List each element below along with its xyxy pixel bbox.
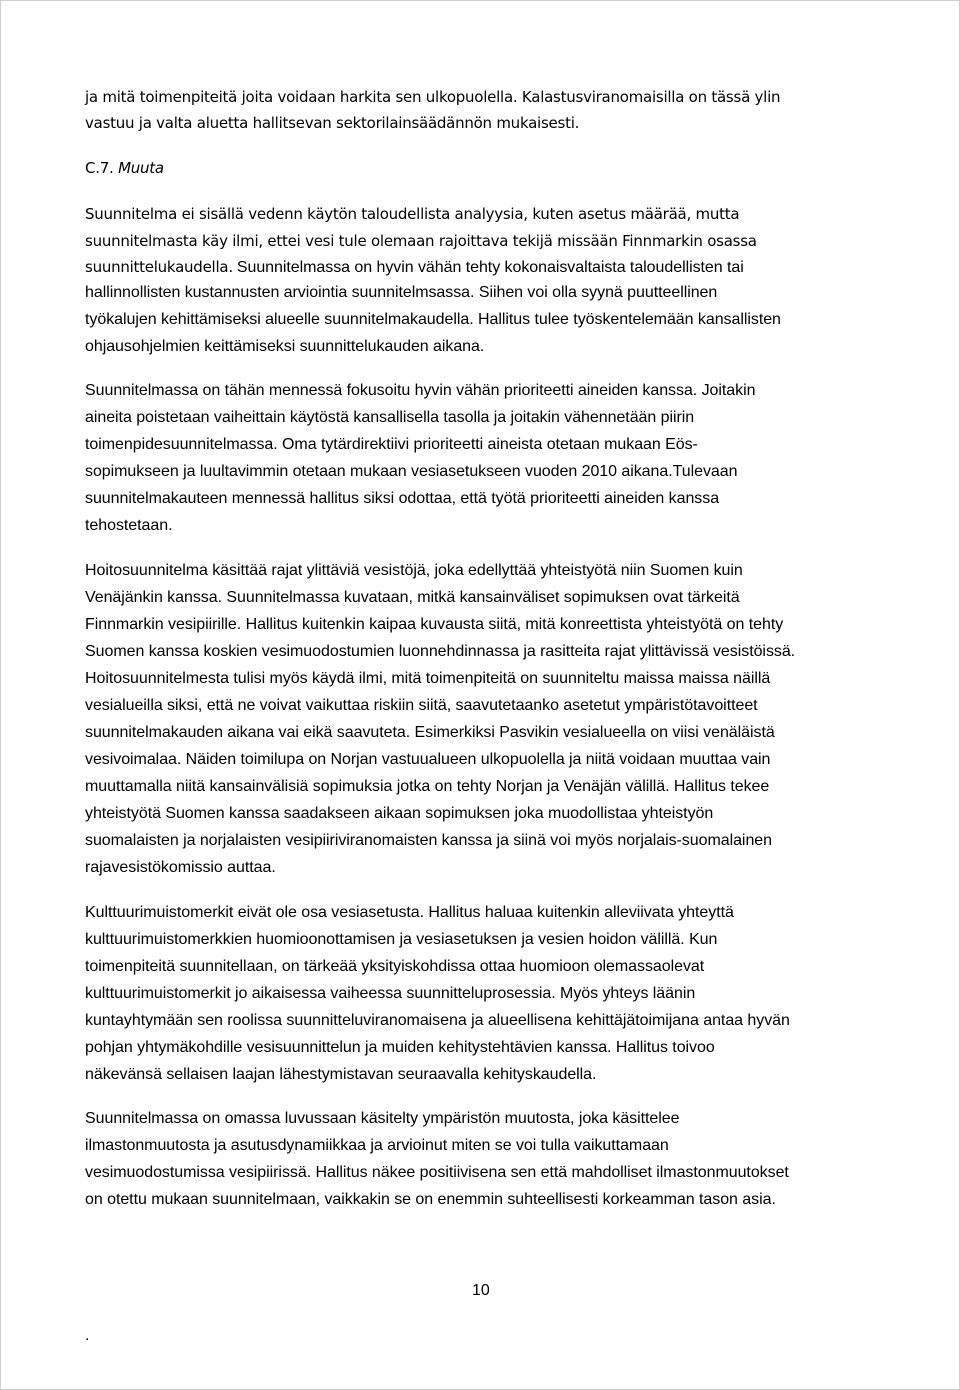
text-line: rajavesistökomissio auttaa. <box>85 859 276 876</box>
text-line: suunnitelmakauden aikana vai eikä saavuteta. Esimerkiksi Pasvikin vesialueella on viisi venäläistä <box>85 724 775 741</box>
footer-mark: . <box>85 1327 90 1344</box>
text-line: ohjausohjelmien keittämiseksi suunnittelukauden aikana. <box>85 338 485 355</box>
text-line <box>85 257 744 278</box>
text-line: Suunnitelmassa on omassa luvussaan käsitelty ympäristön muutosta, joka käsittelee <box>85 1110 680 1127</box>
text-line: Finnmarkin vesipiirille. Hallitus kuitenkin kaipaa kuvausta siitä, mitä konreettista yhteistyötä on tehty <box>85 616 784 633</box>
text-span: suunnittelukaudella. <box>85 258 233 276</box>
text-span: Siihen voi olla syynä puutteellinen <box>478 284 718 301</box>
text-line: Hoitosuunnitelma käsittää rajat ylittäviä vesistöjä, joka edellyttää yhteistyötä niin Suomen kuin <box>85 562 743 579</box>
text-line: kulttuurimuistomerkkien huomioonottamisen ja vesiasetuksen ja vesien hoidon välillä. Kun <box>85 931 718 948</box>
section-number: C.7. <box>85 159 114 177</box>
text-line: Kulttuurimuistomerkit eivät ole osa vesiasetusta. Hallitus haluaa kuitenkin alleviivata yhteyttä <box>85 904 734 921</box>
text-span: Hallitus tulee työskentelemään kansallisten <box>478 311 781 328</box>
text-line: kulttuurimuistomerkit jo aikaisessa vaiheessa suunnitteluprosessia. Myös yhteys läänin <box>85 985 696 1002</box>
text-line: ja mitä toimenpiteitä joita voidaan harkita sen ulkopuolella. Kalastusviranomaisilla on tässä ylin <box>85 88 781 106</box>
text-line: suunnitelmakauteen mennessä hallitus siksi odottaa, että työtä prioriteetti aineiden kanssa <box>85 490 720 507</box>
text-line: suomalaisten ja norjalaisten vesipiiriviranomaisten kanssa ja siinä voi myös norjalais-suomalainen <box>85 832 772 849</box>
page-number: 10 <box>472 1282 490 1299</box>
text-line: kuntayhtymään sen roolissa suunnitteluviranomaisena ja alueellisena kehittäjätoimijana antaa hyvän <box>85 1012 790 1029</box>
section-heading <box>85 158 164 178</box>
text-line: vesimuodostumissa vesipiirissä. Hallitus näkee positiivisena sen että mahdolliset ilmastonmuutokset <box>85 1164 789 1181</box>
text-line: Suomen kanssa koskien vesimuodostumien luonnehdinnassa ja rasitteita rajat ylittävissä vesistöissä. <box>85 643 796 660</box>
text-span: työkalujen kehittämiseksi alueelle suunnitelmakaudella. <box>85 311 474 328</box>
text-line <box>85 310 781 330</box>
text-line: Hoitosuunnitelmesta tulisi myös käydä ilmi, mitä toimenpiteitä on suunniteltu maissa maissa näillä <box>85 670 771 687</box>
text-line: vastuu ja valta aluetta hallitsevan sektorilainsäädännön mukaisesti. <box>85 114 580 132</box>
text-line: pohjan yhtymäkohdille vesisuunnittelun ja muiden kehitystehtävien kanssa. Hallitus toivoo <box>85 1039 715 1056</box>
text-line: ilmastonmuutosta ja asutusdynamiikkaa ja arvioinut miten se voi tulla vaikuttamaan <box>85 1137 669 1154</box>
text-line: yhteistyötä Suomen kanssa saadakseen aikaan sopimuksen joka muodollistaa yhteistyön <box>85 805 714 822</box>
text-line: vesialueilla siksi, että ne voivat vaikuttaa riskiin siitä, saavutetaanko asetetut ympäristötavoitteet <box>85 697 758 714</box>
text-line: Venäjänkin kanssa. Suunnitelmassa kuvataan, mitkä kansainväliset sopimuksen ovat tärkeitä <box>85 589 740 606</box>
section-title: Muuta <box>118 159 164 177</box>
text-line <box>85 283 717 303</box>
text-line: suunnitelmasta käy ilmi, ettei vesi tule olemaan rajoittava tekijä missään Finnmarkin osassa <box>85 232 757 250</box>
text-line: vesivoimalaa. Näiden toimilupa on Norjan vastuualueen ulkopuolella ja niitä voidaan muuttaa vain <box>85 751 771 768</box>
text-line: muuttamalla niitä kansainvälisiä sopimuksia jotka on tehty Norjan ja Venäjän välillä. Hallitus tekee <box>85 778 770 795</box>
text-line: toimenpidesuunnitelmassa. Oma tytärdirektiivi prioriteetti aineista otetaan mukaan Eös- <box>85 436 698 453</box>
text-line: Suunnitelmassa on tähän mennessä fokusoitu hyvin vähän prioriteetti aineiden kanssa. Joitakin <box>85 382 756 399</box>
text-span: hallinnollisten kustannusten arviointia suunnitelmsassa. <box>85 284 475 301</box>
text-line: näkevänsä sellaisen laajan lähestymistavan seuraavalla kehityskaudella. <box>85 1066 597 1083</box>
text-span: Suunnitelmassa on hyvin vähän tehty kokonaisvaltaista taloudellisten tai <box>236 259 744 276</box>
text-line: tehostetaan. <box>85 517 173 534</box>
text-line: sopimukseen ja luultavimmin otetaan mukaan vesiasetukseen vuoden 2010 aikana.Tulevaan <box>85 463 738 480</box>
text-line: toimenpiteitä suunnitellaan, on tärkeää yksityiskohdissa ottaa huomioon olemassaolevat <box>85 958 705 975</box>
text-line: Suunnitelma ei sisällä vedenn käytön taloudellista analyysia, kuten asetus määrää, mutta <box>85 205 740 223</box>
text-line: aineita poistetaan vaiheittain käytöstä kansallisella tasolla ja joitakin vähennetään piirin <box>85 409 695 426</box>
text-line: on otettu mukaan suunnitelmaan, vaikkakin se on enemmin suhteellisesti korkeamman tason asia. <box>85 1191 776 1208</box>
